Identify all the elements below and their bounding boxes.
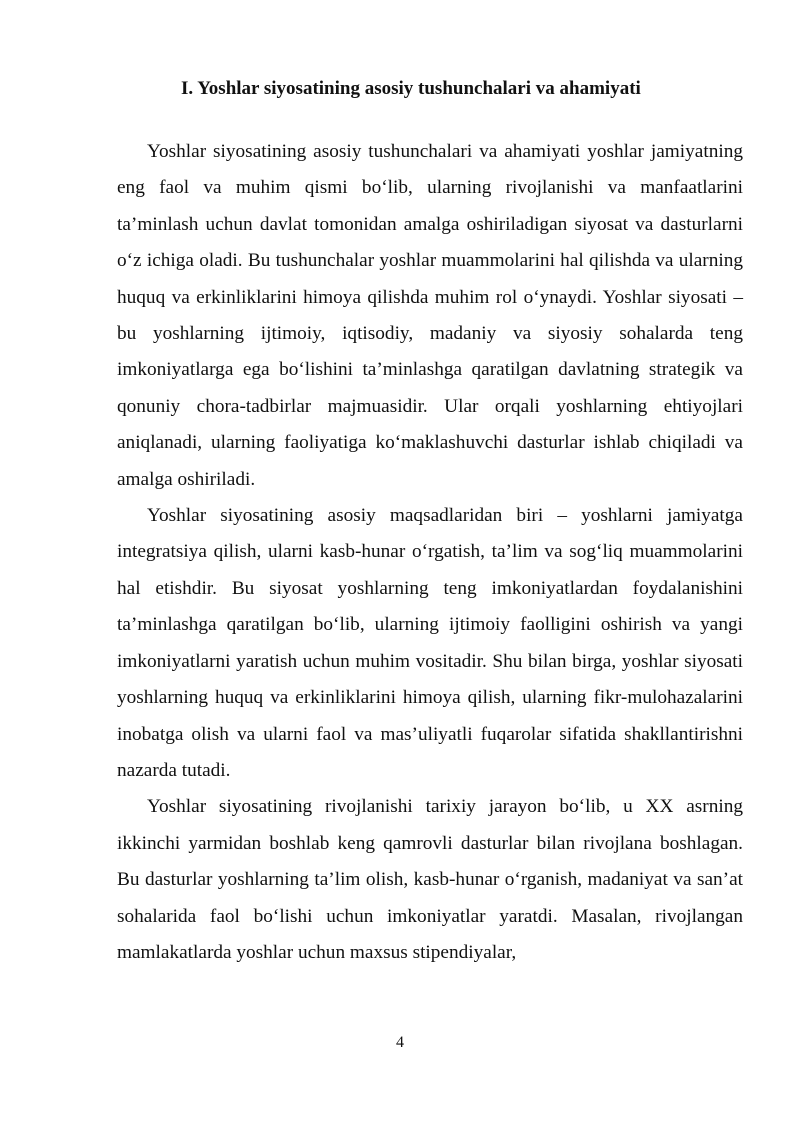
paragraph-3: Yoshlar siyosatining rivojlanishi tarixiy jarayon bo‘lib, u XX asrning ikkinchi yarmidan boshlab keng qamrovli dasturlar bilan rivojlana boshlagan. Bu dasturlar yoshlarning ta’lim olish, kasb-hunar o‘rganish, madaniyat va san’at sohalarida faol bo‘lishi uchun imkoniyatlar yaratdi. Masalan, rivojlangan mamlakatlarda yoshlar uchun maxsus stipendiyalar, (117, 796, 743, 963)
document-page (117, 74, 743, 971)
paragraph-2: Yoshlar siyosatining asosiy maqsadlaridan biri – yoshlarni jamiyatga integratsiya qilish, ularni kasb-hunar o‘rgatish, ta’lim va sog‘liq muammolarini hal etishdir. Bu siyosat yoshlarning teng imkoniyatlardan foydalanishini ta’minlashga qaratilgan bo‘lib, ularning ijtimoiy faolligini oshirish va yangi imkoniyatlarni yaratish uchun muhim vositadir. Shu bilan birga, yoshlar siyosati yoshlarning huquq va erkinliklarini himoya qilish, ularning fikr-mulohazalarini inobatga olish va ularni faol va mas’uliyatli fuqarolar sifatida shakllantirishni nazarda tutadi. (117, 505, 743, 781)
page-number: 4 (396, 1034, 404, 1051)
paragraph-1: Yoshlar siyosatining asosiy tushunchalari va ahamiyati yoshlar jamiyatning eng faol va muhim qismi bo‘lib, ularning rivojlanishi va manfaatlarini ta’minlash uchun davlat tomonidan amalga oshiriladigan siyosat va dasturlarni o‘z ichiga oladi. Bu tushunchalar yoshlar muammolarini hal qilishda va ularning huquq va erkinliklarini himoya qilishda muhim rol o‘ynaydi. Yoshlar siyosati – bu yoshlarning ijtimoiy, iqtisodiy, madaniy va siyosiy sohalarda teng imkoniyatlarga ega bo‘lishini ta’minlashga qaratilgan davlatning strategik va qonuniy chora-tadbirlar majmuasidir. Ular orqali yoshlarning ehtiyojlari aniqlanadi, ularning faoliyatiga ko‘maklashuvchi dasturlar ishlab chiqiladi va amalga oshiriladi. (117, 141, 743, 490)
section-heading: I. Yoshlar siyosatining asosiy tushunchalari va ahamiyati (181, 78, 641, 99)
